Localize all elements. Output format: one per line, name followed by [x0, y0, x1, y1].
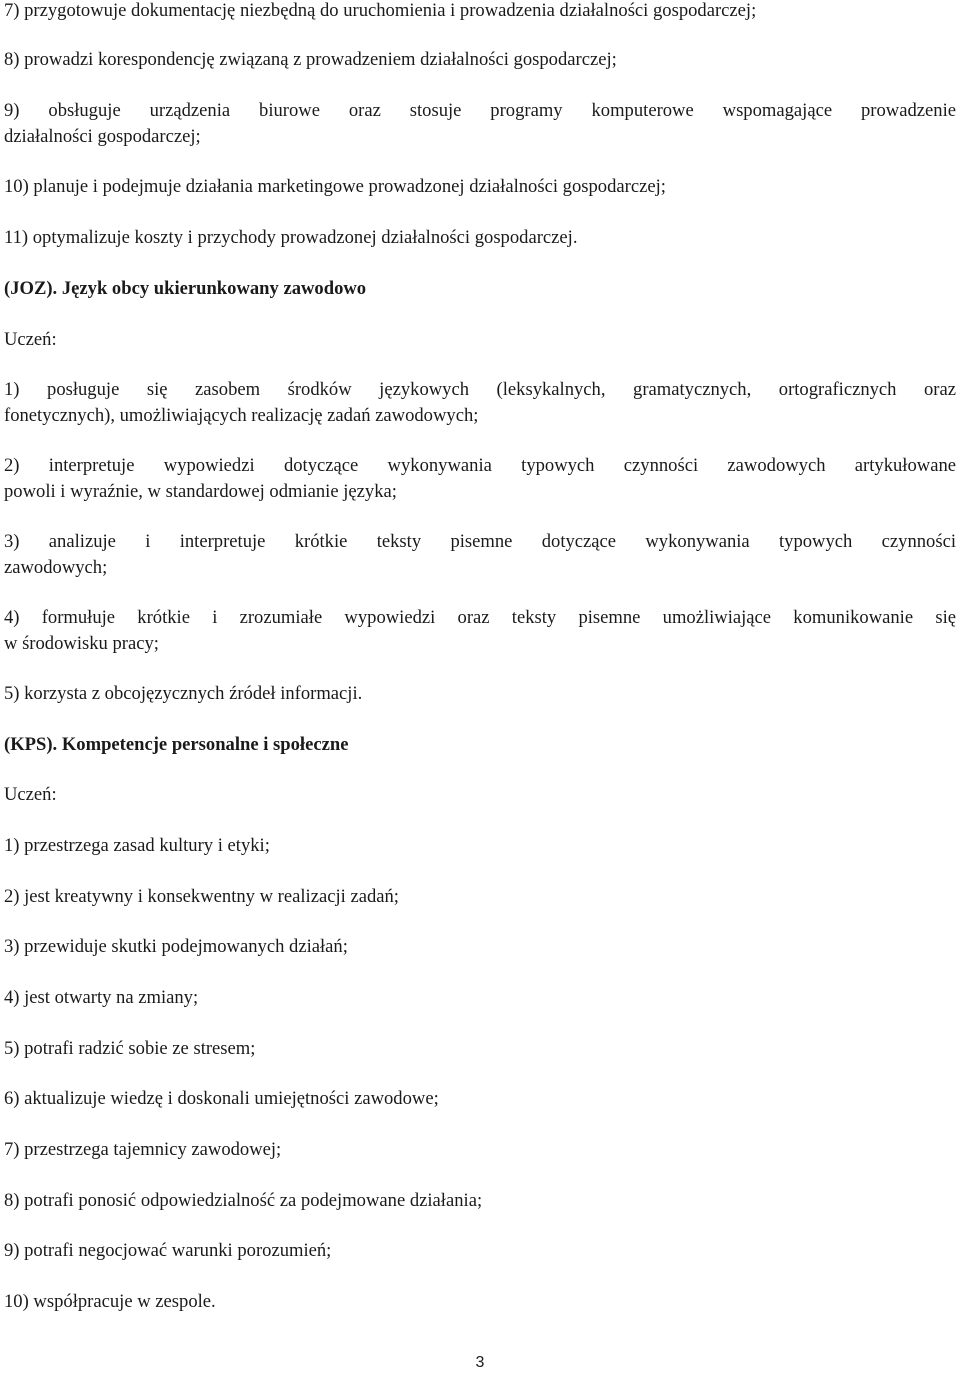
- list-item: 2) jest kreatywny i konsekwentny w realizacji zadań;: [4, 886, 399, 907]
- list-item: 11) optymalizuje koszty i przychody prowadzonej działalności gospodarczej.: [4, 227, 578, 248]
- list-item: 5) potrafi radzić sobie ze stresem;: [4, 1038, 256, 1059]
- list-item: 10) współpracuje w zespole.: [4, 1291, 216, 1312]
- list-item: 3) przewiduje skutki podejmowanych działań;: [4, 936, 348, 957]
- list-item-continuation: powoli i wyraźnie, w standardowej odmianie języka;: [4, 481, 397, 502]
- list-item: 8) potrafi ponosić odpowiedzialność za podejmowane działania;: [4, 1190, 483, 1211]
- list-item: 1) przestrzega zasad kultury i etyki;: [4, 835, 270, 856]
- list-item-continuation: w środowisku pracy;: [4, 633, 159, 654]
- student-label: Uczeń:: [4, 329, 57, 350]
- list-item: 7) przygotowuje dokumentację niezbędną do uruchomienia i prowadzenia działalności gospodarczej;: [4, 0, 757, 21]
- list-item: 10) planuje i podejmuje działania marketingowe prowadzonej działalności gospodarczej;: [4, 176, 666, 197]
- list-item: 3) analizuje i interpretuje krótkie teksty pisemne dotyczące wykonywania typowych czynności: [4, 531, 956, 552]
- student-label: Uczeń:: [4, 784, 57, 805]
- list-item: 5) korzysta z obcojęzycznych źródeł informacji.: [4, 683, 363, 704]
- list-item: 2) interpretuje wypowiedzi dotyczące wykonywania typowych czynności zawodowych artykułowane: [4, 455, 956, 476]
- section-heading-kps: (KPS). Kompetencje personalne i społeczne: [4, 734, 349, 755]
- list-item: 9) obsługuje urządzenia biurowe oraz stosuje programy komputerowe wspomagające prowadzenie: [4, 100, 956, 121]
- list-item: 8) prowadzi korespondencję związaną z prowadzeniem działalności gospodarczej;: [4, 49, 617, 70]
- page-number: 3: [475, 1354, 485, 1371]
- list-item-continuation: działalności gospodarczej;: [4, 126, 201, 147]
- list-item: 1) posługuje się zasobem środków językowych (leksykalnych, gramatycznych, ortograficznych oraz: [4, 379, 956, 400]
- list-item: 6) aktualizuje wiedzę i doskonali umiejętności zawodowe;: [4, 1088, 439, 1109]
- list-item: 9) potrafi negocjować warunki porozumień;: [4, 1240, 332, 1261]
- list-item-continuation: zawodowych;: [4, 557, 108, 578]
- section-heading-joz: (JOZ). Język obcy ukierunkowany zawodowo: [4, 278, 367, 299]
- list-item: 4) formułuje krótkie i zrozumiałe wypowiedzi oraz teksty pisemne umożliwiające komunikowanie się: [4, 607, 956, 628]
- list-item: 4) jest otwarty na zmiany;: [4, 987, 199, 1008]
- list-item: 7) przestrzega tajemnicy zawodowej;: [4, 1139, 282, 1160]
- list-item-continuation: fonetycznych), umożliwiających realizację zadań zawodowych;: [4, 405, 479, 426]
